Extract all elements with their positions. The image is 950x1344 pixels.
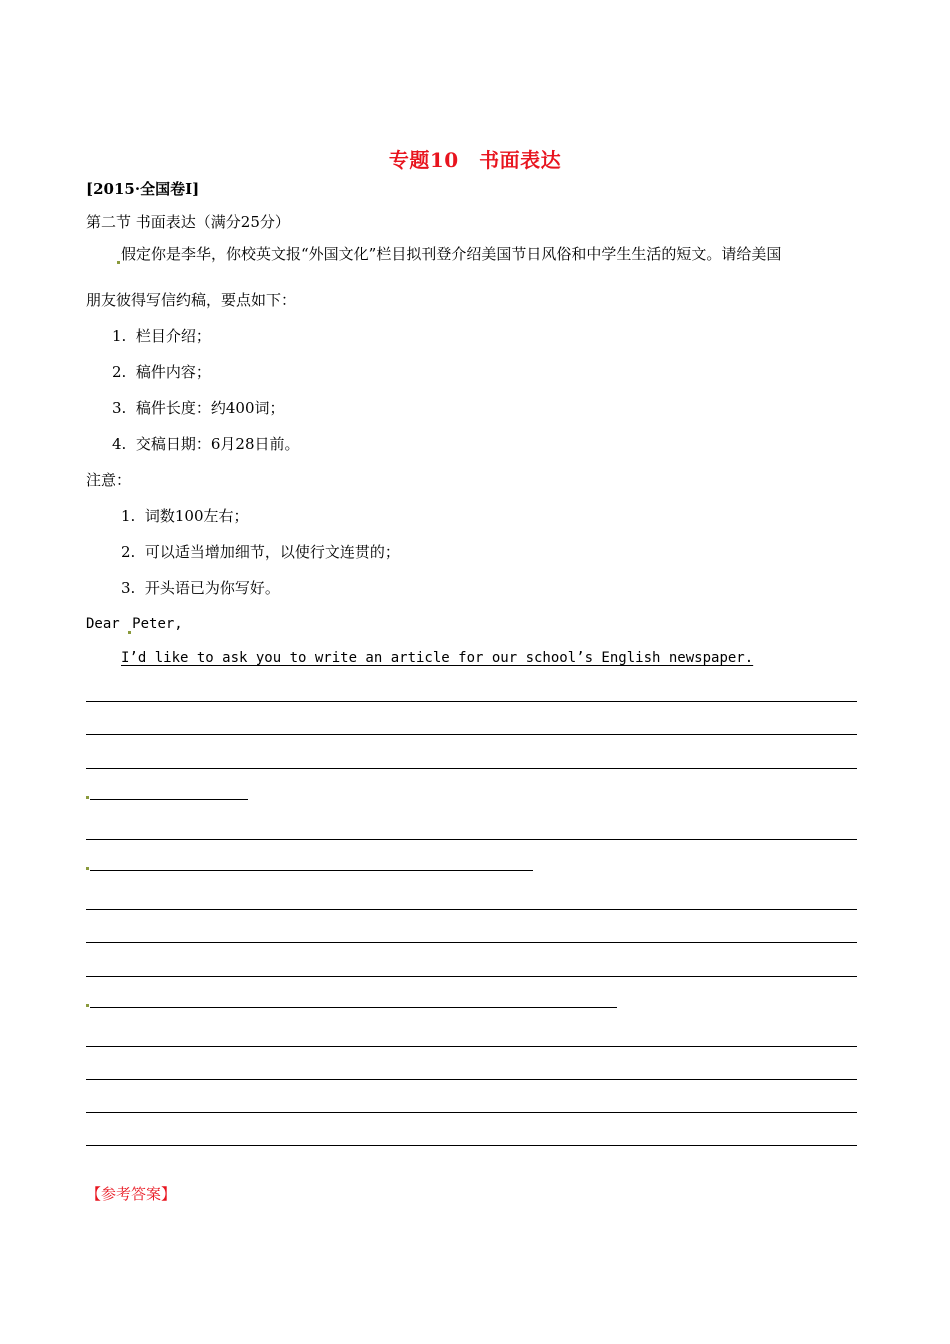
point-text: 交稿日期：6月28日前。 <box>135 435 300 453</box>
writing-line <box>86 1112 857 1113</box>
anchor-marker-icon <box>86 796 89 799</box>
writing-line <box>86 1046 857 1047</box>
note-number: 2. <box>121 543 136 561</box>
page-title: 专题10 书面表达 <box>388 148 562 172</box>
writing-line <box>86 768 857 769</box>
anchor-marker-icon <box>86 1004 89 1007</box>
writing-line <box>86 1079 857 1080</box>
anchor-marker-icon <box>117 261 120 264</box>
point-number: 1. <box>112 327 127 345</box>
prompt-line-1-text: 假定你是李华，你校英文报“外国文化”栏目拟刊登介绍美国节日风俗和中学生生活的短文。请给美国 <box>121 245 782 263</box>
writing-line <box>86 1145 857 1146</box>
writing-line <box>86 909 857 910</box>
note-text: 可以适当增加细节，以使行文连贯的； <box>144 543 400 561</box>
point-number: 3. <box>112 399 127 417</box>
writing-line <box>86 942 857 943</box>
notes-heading: 注意： <box>86 471 132 489</box>
writing-line-short <box>90 1007 617 1008</box>
point-text: 稿件长度：约400词； <box>135 399 285 417</box>
list-item <box>112 398 285 418</box>
point-number: 4. <box>112 435 127 453</box>
note-number: 1. <box>121 507 136 525</box>
list-item <box>121 542 400 562</box>
list-item <box>112 434 300 454</box>
salutation <box>86 614 183 634</box>
salutation-dear: Dear <box>86 616 120 632</box>
opening-sentence: I’d like to ask you to write an article for our school’s English newspaper. <box>121 650 754 666</box>
note-text: 词数100左右； <box>144 507 249 525</box>
salutation-name: Peter, <box>132 616 183 632</box>
list-item <box>121 506 249 526</box>
list-item <box>112 362 211 382</box>
prompt-line-2: 朋友彼得写信约稿，要点如下： <box>86 291 297 309</box>
point-text: 稿件内容； <box>135 363 211 381</box>
list-item <box>112 326 211 346</box>
point-number: 2. <box>112 363 127 381</box>
list-item <box>121 578 280 598</box>
writing-line <box>86 839 857 840</box>
section-heading: 第二节 书面表达（满分25分） <box>86 213 290 231</box>
writing-line <box>86 976 857 977</box>
prompt-line-1 <box>117 244 781 264</box>
answer-label: 【参考答案】 <box>86 1185 177 1203</box>
note-text: 开头语已为你写好。 <box>144 579 280 597</box>
point-text: 栏目介绍； <box>135 327 211 345</box>
writing-line-short <box>90 799 248 800</box>
writing-line <box>86 734 857 735</box>
writing-line-short <box>90 870 533 871</box>
anchor-marker-icon <box>128 631 131 634</box>
anchor-marker-icon <box>86 867 89 870</box>
note-number: 3. <box>121 579 136 597</box>
writing-line <box>86 701 857 702</box>
exam-source: [2015·全国卷Ⅰ] <box>86 180 200 198</box>
